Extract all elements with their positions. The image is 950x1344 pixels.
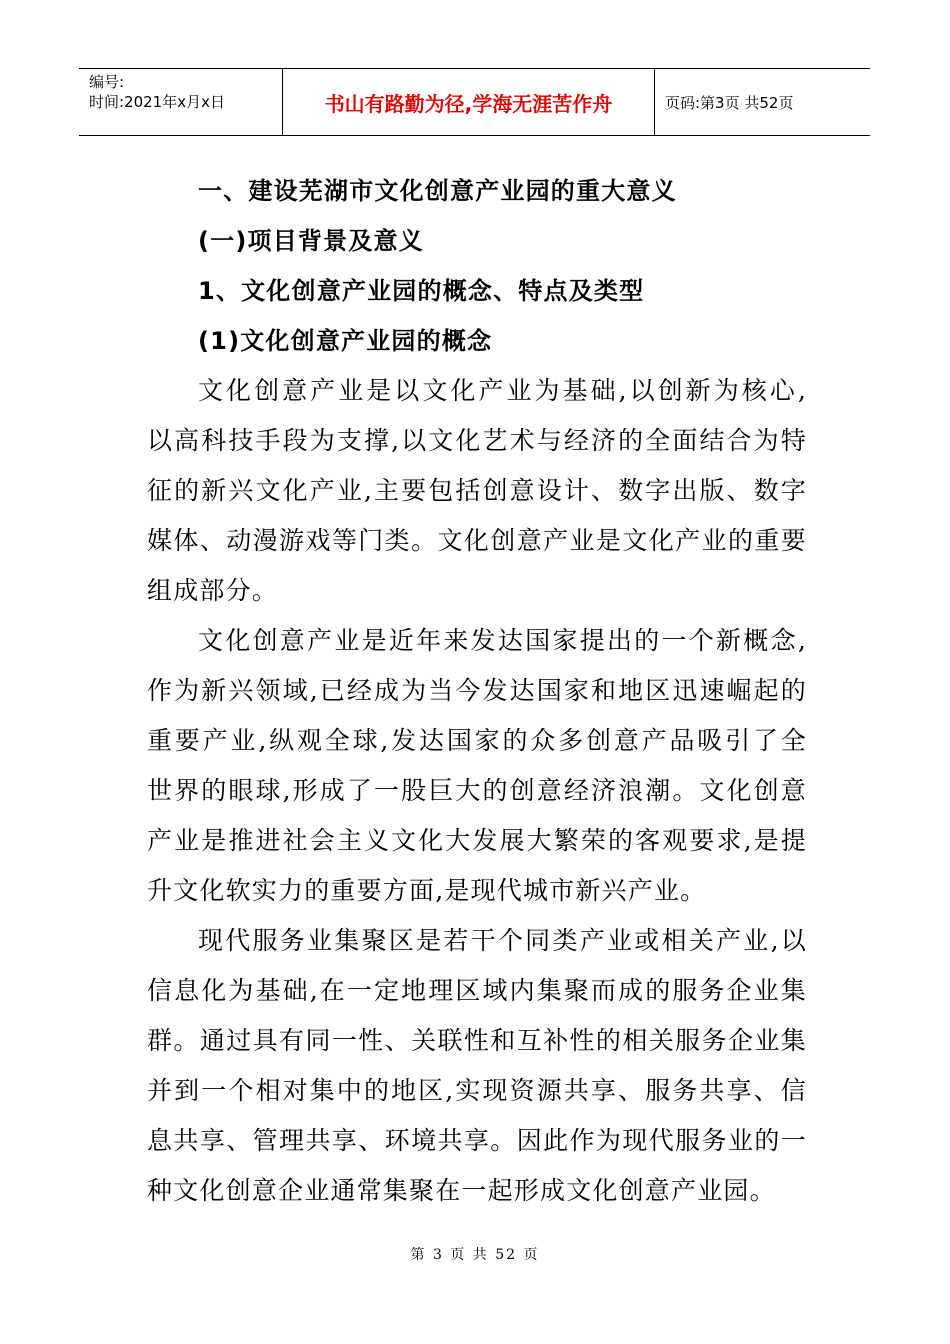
heading-level-3: 1、文化创意产业园的概念、特点及类型 — [198, 277, 645, 305]
header-motto: 书山有路勤为径,学海无涯苦作舟 — [283, 69, 655, 135]
header-page-info: 页码:第3页 共52页 — [665, 93, 794, 112]
paragraph-line: 升文化软实力的重要方面,是现代城市新兴产业。 — [147, 876, 707, 905]
document-header — [79, 68, 870, 136]
paragraph-line: 作为新兴领域,已经成为当今发达国家和地区迅速崛起的 — [147, 676, 807, 705]
document-body — [147, 166, 807, 1216]
heading-level-2: (一)项目背景及意义 — [198, 227, 424, 255]
paragraph-line: 现代服务业集聚区是若干个同类产业或相关产业,以 — [198, 926, 807, 955]
paragraph-line: 世界的眼球,形成了一股巨大的创意经济浪潮。文化创意 — [147, 776, 807, 805]
paragraph-line: 息共享、管理共享、环境共享。因此作为现代服务业的一 — [147, 1126, 807, 1155]
paragraph-1 — [147, 366, 807, 616]
heading-level-1: 一、建设芜湖市文化创意产业园的重大意义 — [198, 177, 677, 205]
paragraph-line: 信息化为基础,在一定地理区域内集聚而成的服务企业集 — [147, 976, 807, 1005]
paragraph-3 — [147, 916, 807, 1216]
heading-level-4: (1)文化创意产业园的概念 — [198, 327, 493, 355]
date-label: 时间:2021年x月x日 — [89, 93, 225, 111]
paragraph-line: 媒体、动漫游戏等门类。文化创意产业是文化产业的重要 — [147, 526, 807, 555]
paragraph-line: 种文化创意企业通常集聚在一起形成文化创意产业园。 — [147, 1176, 776, 1205]
paragraph-2 — [147, 616, 807, 916]
serial-number-label: 编号: — [89, 73, 125, 91]
paragraph-line: 以高科技手段为支撑,以文化艺术与经济的全面结合为特 — [147, 426, 807, 455]
paragraph-line: 并到一个相对集中的地区,实现资源共享、服务共享、信 — [147, 1076, 807, 1105]
page-footer: 第 3 页 共 52 页 — [410, 1247, 540, 1263]
header-meta-cell — [79, 69, 283, 135]
paragraph-line: 组成部分。 — [147, 576, 279, 605]
paragraph-line: 产业是推进社会主义文化大发展大繁荣的客观要求,是提 — [147, 826, 807, 855]
paragraph-line: 群。通过具有同一性、关联性和互补性的相关服务企业集 — [147, 1026, 807, 1055]
paragraph-line: 文化创意产业是近年来发达国家提出的一个新概念, — [198, 626, 807, 655]
paragraph-line: 文化创意产业是以文化产业为基础,以创新为核心, — [198, 376, 807, 405]
paragraph-line: 征的新兴文化产业,主要包括创意设计、数字出版、数字 — [147, 476, 807, 505]
paragraph-line: 重要产业,纵观全球,发达国家的众多创意产品吸引了全 — [147, 726, 807, 755]
